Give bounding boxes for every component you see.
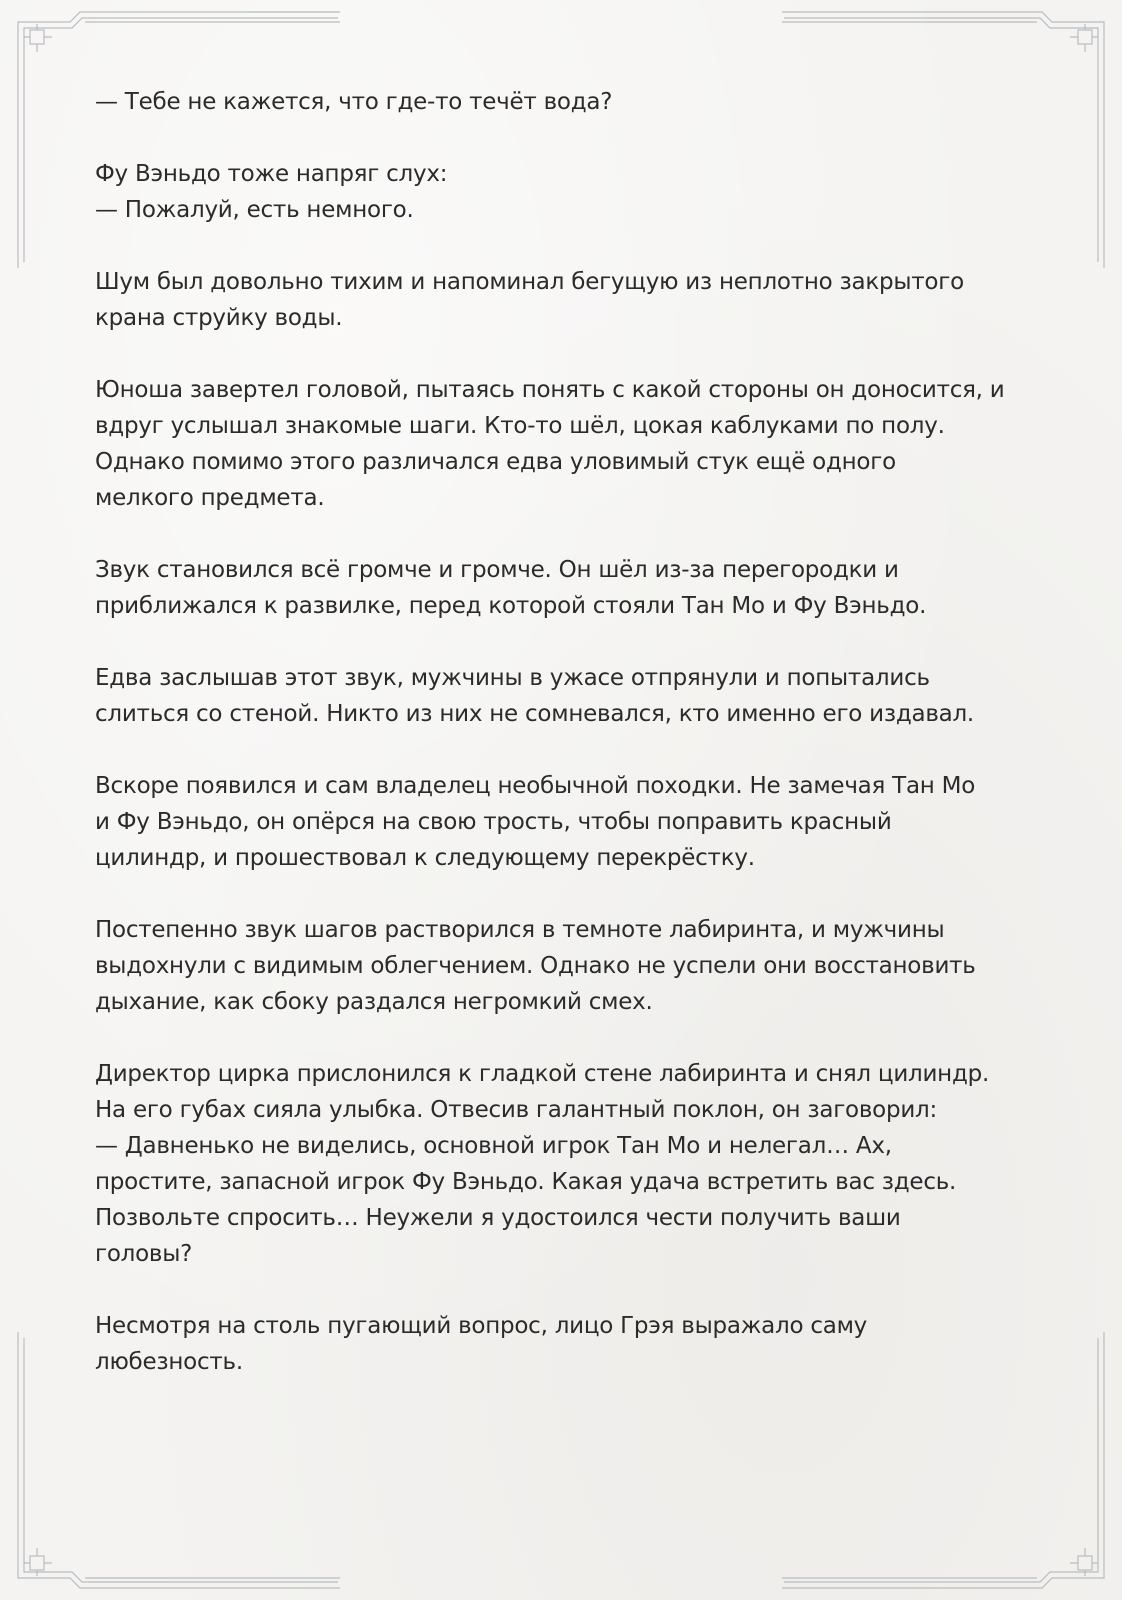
text-line: крана струйку воды. [95,305,343,331]
text-line: Несмотря на столь пугающий вопрос, лицо Грэя выражало саму [95,1313,868,1339]
paragraph [95,84,1035,120]
text-line: — Тебе не кажется, что где-то течёт вода? [95,89,613,115]
paragraph [95,264,1035,336]
text-line: цилиндр, и прошествовал к следующему перекрёстку. [95,845,755,871]
text-line: На его губах сияла улыбка. Отвесив галантный поклон, он заговорил: [95,1097,938,1123]
text-line: Юноша завертел головой, пытаясь понять с какой стороны он доносится, и [95,377,1005,403]
text-line: вдруг услышал знакомые шаги. Кто-то шёл, цокая каблуками по полу. [95,413,945,439]
text-line: Директор цирка прислонился к гладкой стене лабиринта и снял цилиндр. [95,1061,990,1087]
text-line: любезность. [95,1349,243,1375]
text-line: Позвольте спросить… Неужели я удостоился чести получить ваши [95,1205,901,1231]
text-line: и Фу Вэньдо, он опёрся на свою трость, чтобы поправить красный [95,809,892,835]
paragraph [95,1308,1035,1380]
text-line: Звук становился всё громче и громче. Он шёл из-за перегородки и [95,557,899,583]
text-line: мелкого предмета. [95,485,325,511]
paragraph [95,1056,1035,1272]
text-line: Фу Вэньдо тоже напряг слух: [95,161,448,187]
text-line: Однако помимо этого различался едва уловимый стук ещё одного [95,449,896,475]
paragraph [95,156,1035,228]
text-line: приближался к развилке, перед которой стояли Тан Мо и Фу Вэньдо. [95,593,927,619]
paragraph [95,372,1035,516]
paragraph [95,552,1035,624]
paragraph [95,660,1035,732]
text-line: головы? [95,1241,193,1267]
text-line: Вскоре появился и сам владелец необычной походки. Не замечая Тан Мо [95,773,976,799]
text-line: — Давненько не виделись, основной игрок Тан Мо и нелегал… Ах, [95,1133,892,1159]
text-line: Шум был довольно тихим и напоминал бегущую из неплотно закрытого [95,269,964,295]
text-line: простите, запасной игрок Фу Вэньдо. Какая удача встретить вас здесь. [95,1169,957,1195]
text-line: дыхание, как сбоку раздался негромкий смех. [95,989,653,1015]
text-line: Постепенно звук шагов растворился в темноте лабиринта, и мужчины [95,917,945,943]
text-line: слиться со стеной. Никто из них не сомневался, кто именно его издавал. [95,701,974,727]
text-line: выдохнули с видимым облегчением. Однако не успели они восстановить [95,953,976,979]
page-text [95,84,1035,1416]
paragraph [95,768,1035,876]
text-line: Едва заслышав этот звук, мужчины в ужасе отпрянули и попытались [95,665,930,691]
text-line: — Пожалуй, есть немного. [95,197,414,223]
paragraph [95,912,1035,1020]
